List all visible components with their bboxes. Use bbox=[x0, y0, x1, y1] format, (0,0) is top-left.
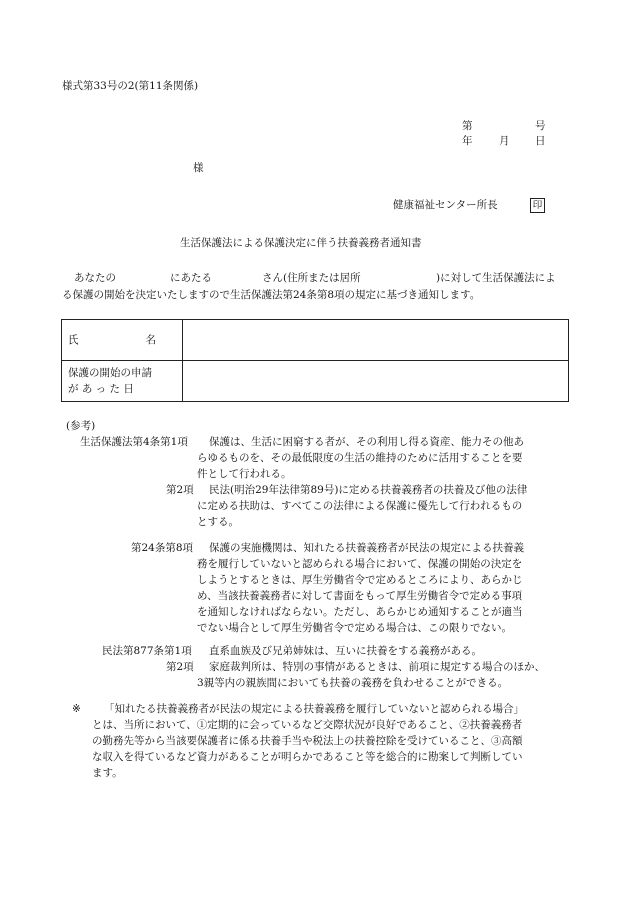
name-label-2: 名 bbox=[145, 334, 156, 346]
ref-art4-2-line-1: 民法(明治29年法律第89号)に定める扶養義務者の扶養及び他の法律 bbox=[209, 484, 528, 496]
reference-heading: (参考) bbox=[66, 420, 96, 432]
ref-art4-1-line-1: 保護は、生活に困窮する者が、その利用し得る資産、能力その他あ bbox=[209, 436, 524, 448]
body-anata-no: あなたの bbox=[74, 272, 116, 284]
document-number-suffix: 号 bbox=[535, 120, 546, 132]
ref-civil877-2-label: 第2項 bbox=[166, 661, 194, 673]
ref-civil877-2-line-1: 家庭裁判所は、特別の事情があるときは、前項に規定する場合のほか、 bbox=[209, 661, 545, 673]
ref-art24-8-line-4: め、当該扶養義務者に対して書面をもって厚生労働省令で定める事項 bbox=[197, 590, 523, 602]
note-line-4: な収入を得ているなど資力があることが明らかであること等を総合的に勘案して判断してい bbox=[92, 751, 523, 763]
ref-civil877-2-line-2: 3親等内の親族間においても扶養の義務を負わせることができる。 bbox=[197, 677, 509, 689]
name-value-cell[interactable] bbox=[183, 320, 569, 361]
ref-art24-8-line-3: しようとするときは、厚生労働省令で定めるところにより、あらかじ bbox=[197, 574, 523, 586]
body-ni-taishite: )に対して生活保護法によ bbox=[436, 272, 556, 284]
ref-art4-2-line-2: に定める扶助は、すべてこの法律による保護に優先して行われるもの bbox=[197, 500, 523, 512]
ref-art24-8-line-1: 保護の実施機関は、知れたる扶養義務者が民法の規定による扶養義 bbox=[209, 542, 524, 554]
ref-art24-8-label: 第24条第8項 bbox=[131, 542, 194, 554]
table-row-name bbox=[62, 320, 569, 361]
ref-art24-8-line-5: を通知しなければならない。ただし、あらかじめ通知することが適当 bbox=[197, 606, 523, 618]
ref-civil877-1-label: 民法第877条第1項 bbox=[102, 645, 192, 657]
name-label-1: 氏 bbox=[68, 334, 79, 346]
table-row-date bbox=[62, 361, 569, 402]
date-label-1: 保護の開始の申請 bbox=[68, 367, 152, 379]
date-label-cell bbox=[62, 361, 183, 402]
name-label-cell bbox=[62, 320, 183, 361]
ref-art24-8-line-2: 務を履行していないと認められる場合において、保護の開始の決定を bbox=[197, 558, 523, 570]
ref-art4-1-line-3: 件として行われる。 bbox=[197, 468, 292, 480]
document-title: 生活保護法による保護決定に伴う扶養義務者通知書 bbox=[180, 237, 422, 249]
seal-stamp: 印 bbox=[530, 198, 545, 213]
body-address-label: さん(住所または居所 bbox=[262, 272, 361, 284]
date-label-2: が あ っ た 日 bbox=[68, 383, 134, 395]
date-day-label: 日 bbox=[535, 135, 546, 147]
ref-civil877-1-text: 直系血族及び兄弟姉妹は、互いに扶養をする義務がある。 bbox=[209, 645, 482, 657]
note-line-2: とは、当所において、①定期的に会っているなど交際状況が良好であること、②扶養義務者 bbox=[92, 719, 523, 731]
addressee-honorific: 様 bbox=[193, 162, 204, 174]
note-line-5: ます。 bbox=[92, 767, 123, 779]
date-month-label: 月 bbox=[499, 135, 510, 147]
ref-art4-1-line-2: らゆるものを、その最低限度の生活の維持のために活用することを要 bbox=[197, 452, 523, 464]
note-mark: ※ bbox=[72, 703, 81, 715]
note-line-1: 「知れたる扶養義務者が民法の規定による扶養義務を履行していないと認められる場合」 bbox=[104, 703, 524, 715]
sender-title: 健康福祉センター所長 bbox=[393, 199, 498, 211]
ref-art24-8-line-6: でない場合として厚生労働省令で定める場合は、この限りでない。 bbox=[197, 622, 512, 634]
body-ni-ataru: にあたる bbox=[170, 272, 212, 284]
form-number: 様式第33号の2(第11条関係) bbox=[62, 80, 199, 92]
date-value-cell[interactable] bbox=[183, 361, 569, 402]
body-line-2: る保護の開始を決定いたしますので生活保護法第24条第8項の規定に基づき通知します。 bbox=[62, 289, 481, 301]
date-year-label: 年 bbox=[462, 135, 473, 147]
ref-art4-2-label: 第2項 bbox=[166, 484, 194, 496]
note-line-3: の勤務先等から当該要保護者に係る扶養手当や税法上の扶養控除を受けていること、③高額 bbox=[92, 735, 523, 747]
recipient-table bbox=[61, 319, 569, 402]
ref-art4-1-label: 生活保護法第4条第1項 bbox=[80, 436, 188, 448]
ref-art4-2-line-3: とする。 bbox=[197, 516, 239, 528]
document-number-prefix: 第 bbox=[462, 120, 473, 132]
